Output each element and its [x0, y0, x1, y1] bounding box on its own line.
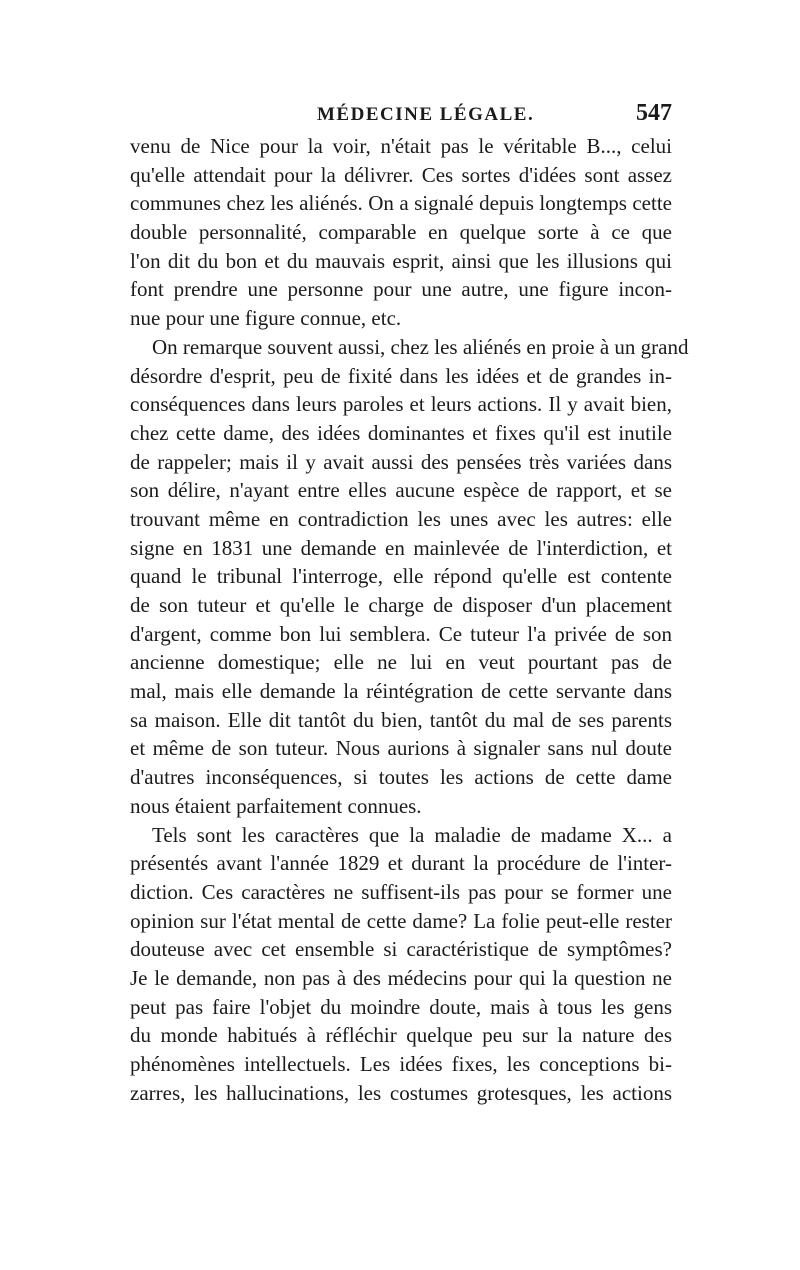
text-line: chez cette dame, des idées dominantes et fixes qu'il est inutile — [130, 420, 672, 445]
text-line: trouvant même en contradiction les unes avec les autres: elle — [130, 506, 672, 531]
running-head-title: MÉDECINE LÉGALE. — [317, 104, 535, 125]
text-line: ancienne domestique; elle ne lui en veut pourtant pas de — [130, 650, 672, 675]
text-line: qu'elle attendait pour la délivrer. Ces sortes d'idées sont assez — [130, 162, 672, 187]
text-line: d'autres inconséquences, si toutes les actions de cette dame — [130, 765, 672, 790]
text-line: l'on dit du bon et du mauvais esprit, ainsi que les illusions qui — [130, 248, 672, 273]
text-line: diction. Ces caractères ne suffisent-ils pas pour se former une — [130, 879, 672, 904]
text-line: peut pas faire l'objet du moindre doute, mais à tous les gens — [130, 994, 672, 1019]
text-line: zarres, les hallucinations, les costumes grotesques, les actions — [130, 1080, 672, 1105]
text-line: nous étaient parfaitement connues. — [130, 793, 422, 818]
text-line: et même de son tuteur. Nous aurions à signaler sans nul doute — [130, 736, 672, 761]
text-line: double personnalité, comparable en quelque sorte à ce que — [130, 220, 672, 245]
text-line: de rappeler; mais il y avait aussi des pensées très variées dans — [130, 449, 672, 474]
paragraph-start-line: Tels sont les caractères que la maladie de madame X... a — [152, 822, 672, 847]
text-line: présentés avant l'année 1829 et durant la procédure de l'inter- — [130, 851, 672, 876]
text-line: désordre d'esprit, peu de fixité dans les idées et de grandes in- — [130, 363, 672, 388]
text-line: du monde habitués à réfléchir quelque peu sur la nature des — [130, 1023, 672, 1048]
text-line: son délire, n'ayant entre elles aucune espèce de rapport, et se — [130, 478, 672, 503]
text-line: communes chez les aliénés. On a signalé depuis longtemps cette — [130, 191, 672, 216]
text-line: font prendre une personne pour une autre, une figure incon- — [130, 277, 672, 302]
text-line: mal, mais elle demande la réintégration de cette servante dans — [130, 679, 672, 704]
text-line: douteuse avec cet ensemble si caractéristique de symptômes? — [130, 937, 672, 962]
text-line: de son tuteur et qu'elle le charge de disposer d'un placement — [130, 593, 672, 617]
text-line: venu de Nice pour la voir, n'était pas le véritable B..., celui — [130, 134, 672, 158]
text-line: signe en 1831 une demande en mainlevée de l'interdiction, et — [130, 535, 672, 560]
text-line: quand le tribunal l'interroge, elle répond qu'elle est contente — [130, 564, 672, 589]
paragraph-start-line: On remarque souvent aussi, chez les aliénés en proie à un grand — [152, 334, 689, 359]
text-line: Je le demande, non pas à des médecins pour qui la question ne — [130, 965, 672, 990]
text-line: opinion sur l'état mental de cette dame? La folie peut-elle rester — [130, 908, 672, 933]
text-line: nue pour une figure connue, etc. — [130, 306, 402, 331]
page-number: 547 — [636, 100, 672, 126]
text-line: phénomènes intellectuels. Les idées fixes, les conceptions bi- — [130, 1052, 672, 1076]
text-line: d'argent, comme bon lui semblera. Ce tuteur l'a privée de son — [130, 621, 672, 646]
body-text — [130, 132, 689, 1107]
running-head — [130, 100, 672, 130]
text-line: conséquences dans leurs paroles et leurs actions. Il y avait bien, — [130, 392, 672, 417]
text-line: sa maison. Elle dit tantôt du bien, tantôt du mal de ses parents — [130, 707, 672, 732]
